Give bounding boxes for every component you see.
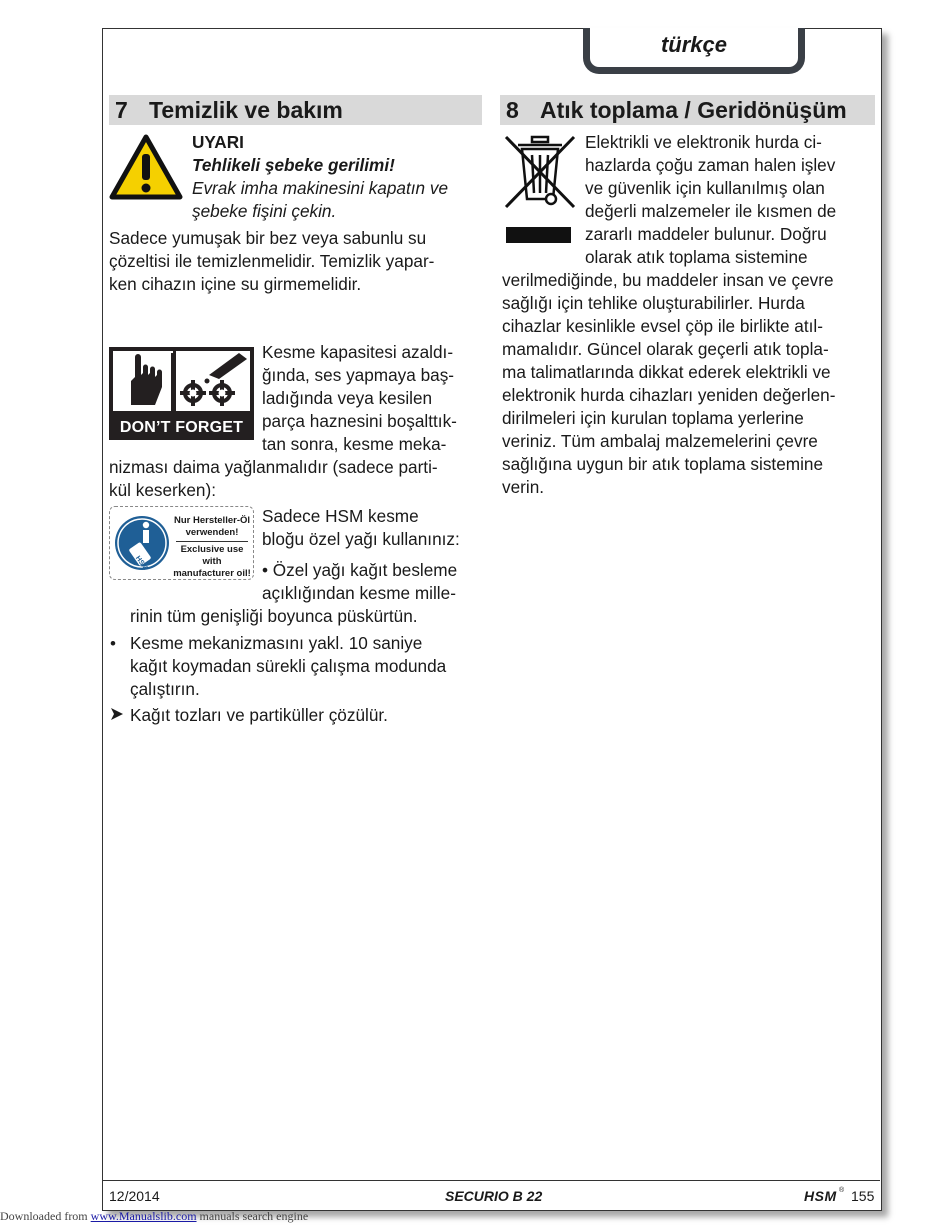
warning-label: UYARI: [192, 132, 244, 152]
warning-line: şebeke fişini çekin.: [192, 201, 337, 221]
warning-triangle-icon: [109, 134, 183, 200]
badge-line: manufacturer oil!: [173, 568, 251, 579]
badge-brand: HSM: [133, 554, 149, 572]
info-oil-bottle-icon: [113, 514, 171, 572]
download-suffix: manuals search engine: [199, 1209, 309, 1223]
oiling-text-line: nizması daima yağlanmalıdır (sadece parti-: [109, 457, 438, 477]
oiling-text-line: kül keserken):: [109, 480, 216, 500]
cleaning-text-line: Sadece yumuşak bir bez veya sabunlu su: [109, 228, 427, 248]
oiling-pictogram-icon: [109, 347, 254, 413]
registered-mark: ®: [839, 1187, 845, 1194]
badge-line: verwenden!: [185, 527, 239, 538]
language-tab: [583, 28, 805, 74]
oiling-text-line: ladığında veya kesilen: [262, 388, 433, 408]
disposal-text-line: değerli malzemeler ile kısmen de: [585, 201, 837, 221]
disposal-text-line: ve güvenlik için kullanılmış olan: [585, 178, 825, 198]
disposal-text-line: zararlı maddeler bulunur. Doğru: [585, 224, 827, 244]
run-mechanism-line: kağıt koymadan sürekli çalışma modunda: [130, 656, 447, 676]
disposal-text-line: ma talimatlarında dikkat ederek elektrikli ve: [502, 362, 831, 382]
page-number: 155: [851, 1188, 875, 1204]
section-8-number: 8: [506, 97, 519, 123]
result-arrow-icon: [110, 707, 124, 721]
language-label: türkçe: [660, 32, 728, 57]
disposal-text-line: verin.: [502, 477, 545, 497]
section-7-heading: [109, 95, 482, 125]
cleaning-text-line: ken cihazın içine su girmemelidir.: [109, 274, 362, 294]
oiling-text-line: parça haznesini boşalttık-: [262, 411, 457, 431]
disposal-text-line: veriniz. Tüm ambalaj malzemelerini çevre: [502, 431, 818, 451]
badge-line: Nur Hersteller-Öl: [173, 515, 251, 526]
badge-line: Exclusive use with: [180, 544, 244, 567]
run-mechanism-line: çalıştırın.: [130, 679, 200, 699]
download-prefix: Downloaded from: [0, 1209, 88, 1223]
footer-model: SECURIO B 22: [445, 1188, 543, 1204]
disposal-text-line: dirilmeleri için kurulan toplama yerlerine: [502, 408, 804, 428]
disposal-text-line: verilmediğinde, bu maddeler insan ve çevre: [502, 270, 834, 290]
oiling-text-line: ğında, ses yapmaya baş-: [262, 365, 455, 385]
oil-bullet-line: rinin tüm genişliği boyunca püskürtün.: [130, 606, 418, 626]
oil-bullet-line: açıklığından kesme mille-: [262, 583, 456, 603]
footer-date: 12/2014: [109, 1188, 160, 1204]
oil-text-line: bloğu özel yağı kullanınız:: [262, 529, 460, 549]
run-mechanism-line: Kesme mekanizmasını yakl. 10 saniye: [130, 633, 423, 653]
section-7-number: 7: [115, 97, 128, 123]
disposal-text-line: Elektrikli ve elektronik hurda ci-: [585, 132, 822, 152]
badge-divider: [176, 541, 248, 542]
result-text: Kağıt tozları ve partiküller çözülür.: [130, 705, 388, 725]
manualslib-link[interactable]: www.Manualslib.com: [90, 1209, 197, 1223]
footer-brand-logo: HSM: [804, 1188, 837, 1204]
disposal-text-line: hazlarda çoğu zaman halen işlev: [585, 155, 836, 175]
dont-forget-label: DON’T FORGET: [119, 419, 244, 436]
oil-bullet-line: • Özel yağı kağıt besleme: [262, 560, 458, 580]
section-7-title: Temizlik ve bakım: [149, 97, 343, 123]
oiling-text-line: Kesme kapasitesi azaldı-: [262, 342, 454, 362]
warning-line: Evrak imha makinesini kapatın ve: [192, 178, 449, 198]
cleaning-text-line: çözeltisi ile temizlenmelidir. Temizlik yapar-: [109, 251, 435, 271]
section-8-heading: [500, 95, 875, 125]
download-notice: [0, 1209, 308, 1224]
disposal-text-line: sağlığına uygun bir atık toplama sistemine: [502, 454, 824, 474]
dont-forget-image: [109, 347, 254, 440]
oil-text-line: Sadece HSM kesme: [262, 506, 419, 526]
disposal-text-line: sağlığı için tehlike oluşturabilirler. Hurda: [502, 293, 805, 313]
oiling-text-line: tan sonra, kesme meka-: [262, 434, 447, 454]
disposal-text-line: mamalıdır. Güncel olarak geçerli atık topla-: [502, 339, 829, 359]
section-8-title: Atık toplama / Geridönüşüm: [540, 97, 847, 123]
crossed-bin-icon: [502, 133, 578, 245]
bullet-dot: •: [110, 634, 116, 653]
disposal-text-line: olarak atık toplama sistemine: [585, 247, 808, 267]
footer-rule: [102, 1180, 880, 1181]
disposal-text-line: cihazlar kesinlikle evsel çöp ile birlikte atıl-: [502, 316, 823, 336]
disposal-text-line: elektronik hurda cihazları yeniden değerlen-: [502, 385, 836, 405]
hsm-oil-badge: [109, 506, 254, 580]
warning-subtitle: Tehlikeli şebeke gerilimi!: [192, 155, 395, 175]
